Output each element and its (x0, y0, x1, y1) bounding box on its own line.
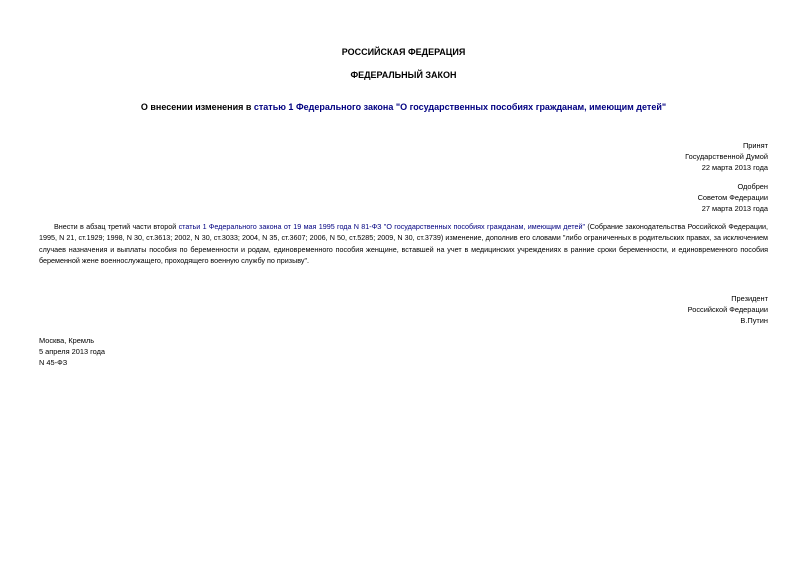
place-name: Москва, Кремль (39, 336, 95, 345)
subject-prefix: О внесении изменения в (140, 102, 254, 112)
body-text-before: Внести в абзац третий части второй (54, 222, 179, 231)
signing-date: 5 апреля 2013 года (39, 347, 106, 356)
approved-block (698, 181, 768, 214)
law-number: N 45-ФЗ (39, 358, 68, 367)
subject-law-link[interactable]: статью 1 Федерального закона "О государственных пособиях гражданам, имеющим детей" (253, 102, 667, 112)
body-text-after: (Собрание законодательства Российской Федерации, 1995, N 21, ст.1929; 1998, N 30, ст.3613; 2002, N 30, ст.3033; 2004, N 35, ст.3607; 2006, N 50, ст.5285; 2009, N 30, ст.3739) изменение, дополнив его словами "либо ограниченных в родительских правах, за исключением случаев назначения и выплаты пособия по беременности и родам, единовременного пособия женщине, вставшей на учет в медицинских учреждениях в ранние сроки беременности, и единовременного пособия беременной жене военнослужащего, проходящего военную службу по призыву". (39, 222, 768, 265)
approved-label: Одобрен (737, 182, 768, 191)
federation-heading: РОССИЙСКАЯ ФЕДЕРАЦИЯ (341, 47, 466, 57)
law-subject-title (0, 102, 807, 113)
adopted-date: 22 марта 2013 года (701, 163, 768, 172)
adopted-body: Государственной Думой (685, 152, 768, 161)
law-body-paragraph (39, 221, 768, 266)
signature-country: Российской Федерации (687, 305, 768, 314)
adopted-label: Принят (742, 141, 768, 150)
signature-title: Президент (731, 294, 768, 303)
signature-block (688, 293, 768, 326)
signature-name: В.Путин (740, 316, 768, 325)
approved-date: 27 марта 2013 года (701, 204, 768, 213)
referenced-law-link[interactable]: статьи 1 Федерального закона от 19 мая 1995 года N 81-ФЗ "О государственных пособиях гражданам, имеющим детей" (178, 222, 586, 231)
law-type-heading: ФЕДЕРАЛЬНЫЙ ЗАКОН (350, 70, 457, 80)
place-date-block (39, 335, 105, 368)
approved-body: Советом Федерации (697, 193, 768, 202)
adopted-block (685, 140, 768, 173)
